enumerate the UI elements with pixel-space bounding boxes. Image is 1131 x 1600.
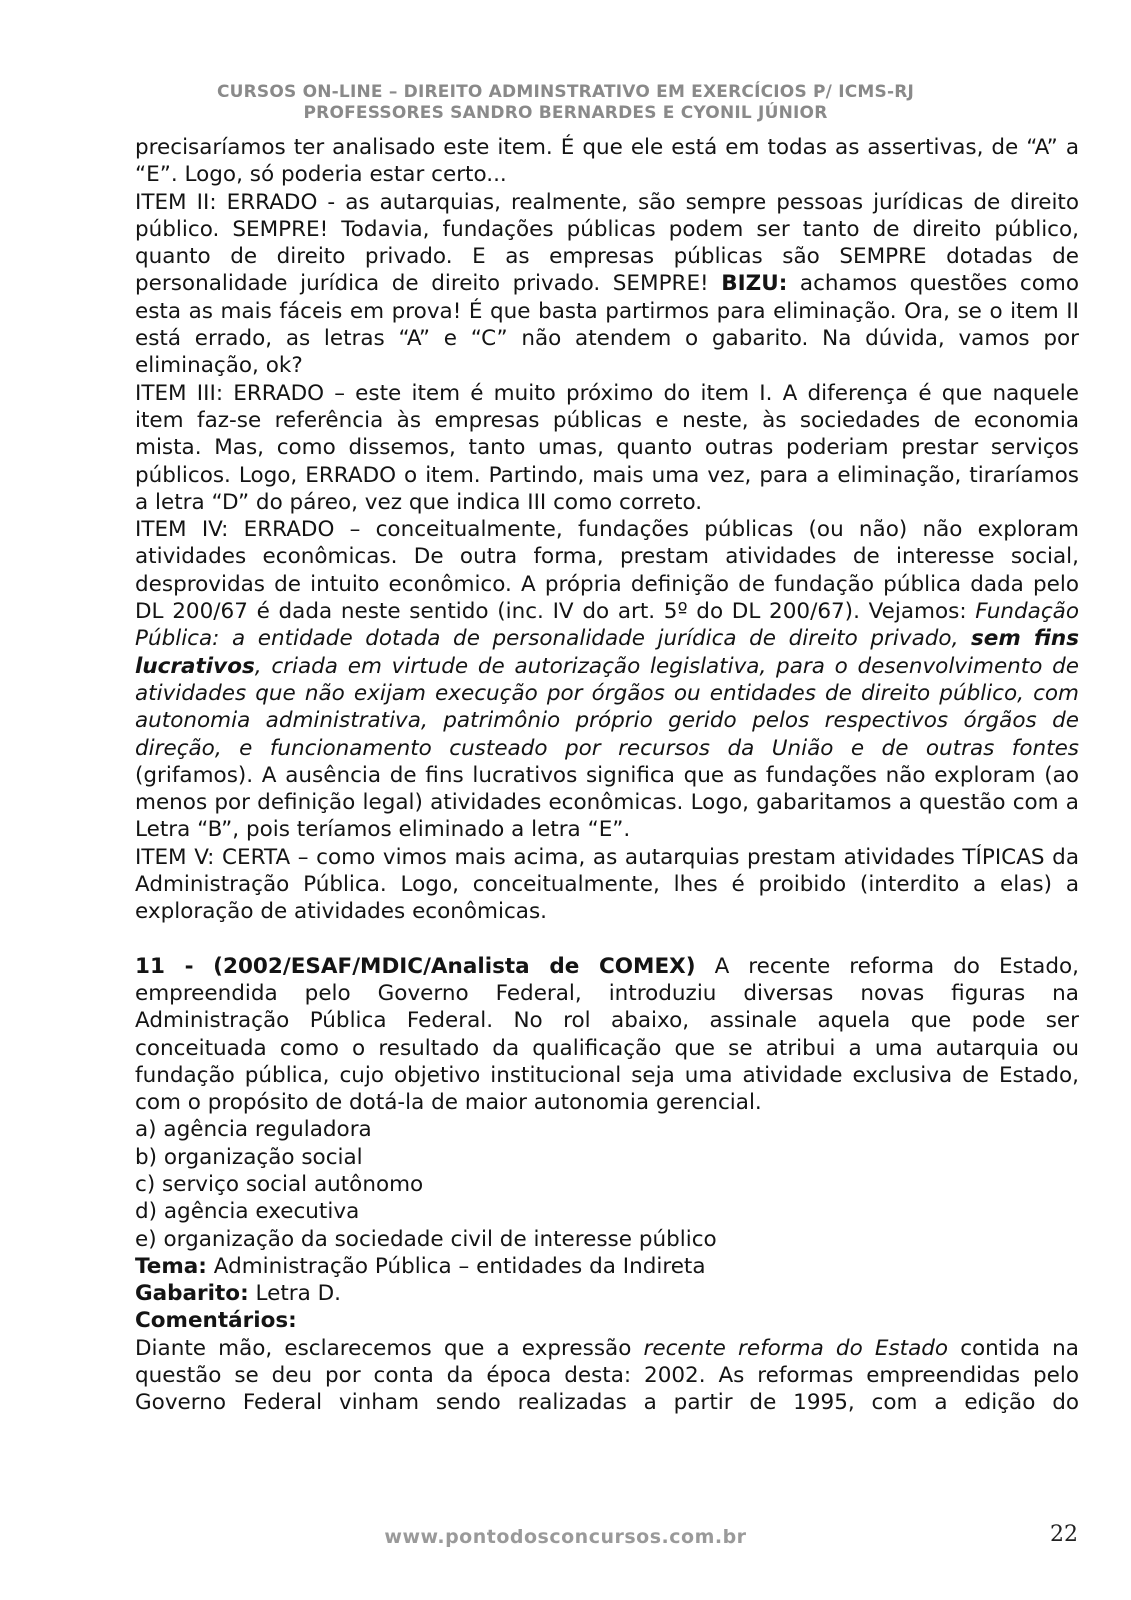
comentarios-label: Comentários: xyxy=(135,1308,297,1334)
comment-end: contida na questão se deu por conta da época desta: 2002. As reformas empreendidas pelo Governo Federal vinham sendo realizadas a partir de 1995, com a edição do xyxy=(135,1335,1079,1416)
header-course-title: CURSOS ON-LINE – DIREITO ADMINSTRATIVO EM EXERCÍCIOS P/ ICMS-RJ xyxy=(216,82,915,102)
paragraph-intro: precisaríamos ter analisado este item. É que ele está em todas as assertivas, de “A” a “E”. Logo, só poderia estar certo... xyxy=(135,135,1079,188)
paragraph-item-4 xyxy=(135,516,1079,844)
page-content xyxy=(135,134,1079,1417)
gabarito-value: Letra D. xyxy=(248,1281,342,1307)
item-4-conclusion: (grifamos). A ausência de fins lucrativos significa que as fundações não exploram (ao menos por definição legal) atividades econômicas. Logo, gabaritamos a questão com a Letra “B”, pois teríamos eliminado a letra “E”. xyxy=(135,762,1079,843)
page-header xyxy=(0,82,1131,124)
comment-italic: recente reforma do Estado xyxy=(643,1335,949,1361)
option-b: b) organização social xyxy=(135,1144,363,1170)
paragraph-item-3: ITEM III: ERRADO – este item é muito próximo do item I. A diferença é que naquele item faz-se referência às empresas públicas e neste, às sociedades de economia mista. Mas, como dissemos, tanto umas, quanto outras poderiam prestar serviços públicos. Logo, ERRADO o item. Partindo, mais uma vez, para a eliminação, tiraríamos a letra “D” do páreo, vez que indica III como correto. xyxy=(135,380,1079,515)
option-a: a) agência reguladora xyxy=(135,1117,372,1143)
comentarios-heading xyxy=(135,1307,1079,1334)
comment-paragraph xyxy=(135,1335,1079,1417)
header-professors: PROFESSORES SANDRO BERNARDES E CYONIL JÚNIOR xyxy=(303,103,828,123)
option-e: e) organização da sociedade civil de interesse público xyxy=(135,1226,717,1252)
option-d: d) agência executiva xyxy=(135,1199,360,1225)
item-4-quote-end: , criada em virtude de autorização legislativa, para o desenvolvimento de atividades que não exijam execução por órgãos ou entidades de direito público, com autonomia administrativa, patrimônio próprio gerido pelos respectivos órgãos de direção, e funcionamento custeado por recursos da União e de outras fontes xyxy=(135,653,1079,761)
item-2-label: ITEM II: xyxy=(135,189,217,215)
comment-start: Diante mão, esclarecemos que a expressão xyxy=(135,1335,644,1361)
paragraph-item-5: ITEM V: CERTA – como vimos mais acima, as autarquias prestam atividades TÍPICAS da Administração Pública. Logo, conceitualmente, lhes é proibido (interdito a elas) a exploração de atividades econômicas. xyxy=(135,844,1079,925)
option-c: c) serviço social autônomo xyxy=(135,1171,424,1197)
gabarito-line xyxy=(135,1280,1079,1307)
paragraph-item-2 xyxy=(135,189,1079,380)
section-spacer xyxy=(135,926,1079,953)
question-statement xyxy=(135,953,1079,1117)
footer-url: www.pontodosconcursos.com.br xyxy=(384,1526,747,1548)
item-4-text: ITEM IV: ERRADO – conceitualmente, fundações públicas (ou não) não exploram atividades econômicas. De outra forma, prestam atividades de interesse social, desprovidas de intuito econômico. A própria definição de fundação pública dada pelo DL 200/67 é dada neste sentido (inc. IV do art. 5º do DL 200/67). Vejamos: xyxy=(135,517,1079,625)
page-number: 22 xyxy=(1050,1522,1078,1547)
item-2-rest: achamos questões como esta as mais fáceis em prova! É que basta partirmos para eliminação. Ora, se o item II está errado, as letras “A” e “C” não atendem o gabarito. Na dúvida, vamos por eliminação, ok? xyxy=(135,271,1079,379)
item-4-quote-start: Fundação Pública: a entidade dotada de personalidade jurídica de direito privado, xyxy=(135,599,1079,652)
bizu-label: BIZU: xyxy=(721,271,788,297)
gabarito-label: Gabarito: xyxy=(135,1281,249,1307)
tema-line xyxy=(135,1253,1079,1280)
question-text: A recente reforma do Estado, empreendida pelo Governo Federal, introduziu diversas novas figuras na Administração Pública Federal. No rol abaixo, assinale aquela que pode ser conceituada como o resultado da qualificação que se atribui a uma autarquia ou fundação pública, cujo objetivo institucional seja uma atividade exclusiva de Estado, com o propósito de dotá-la de maior autonomia gerencial. xyxy=(135,953,1079,1116)
item-2-text: ERRADO - as autarquias, realmente, são sempre pessoas jurídicas de direito público. SEMPRE! Todavia, fundações públicas podem ser tanto de direito público, quanto de direito privado. E as empresas públicas são SEMPRE dotadas de personalidade jurídica de direito privado. SEMPRE! xyxy=(135,189,1080,297)
tema-value: Administração Pública – entidades da Indireta xyxy=(206,1253,706,1279)
tema-label: Tema: xyxy=(135,1253,207,1279)
question-heading: 11 - (2002/ESAF/MDIC/Analista de COMEX) xyxy=(135,953,696,979)
item-4-quote-emphasis: sem fins lucrativos xyxy=(135,626,1079,679)
